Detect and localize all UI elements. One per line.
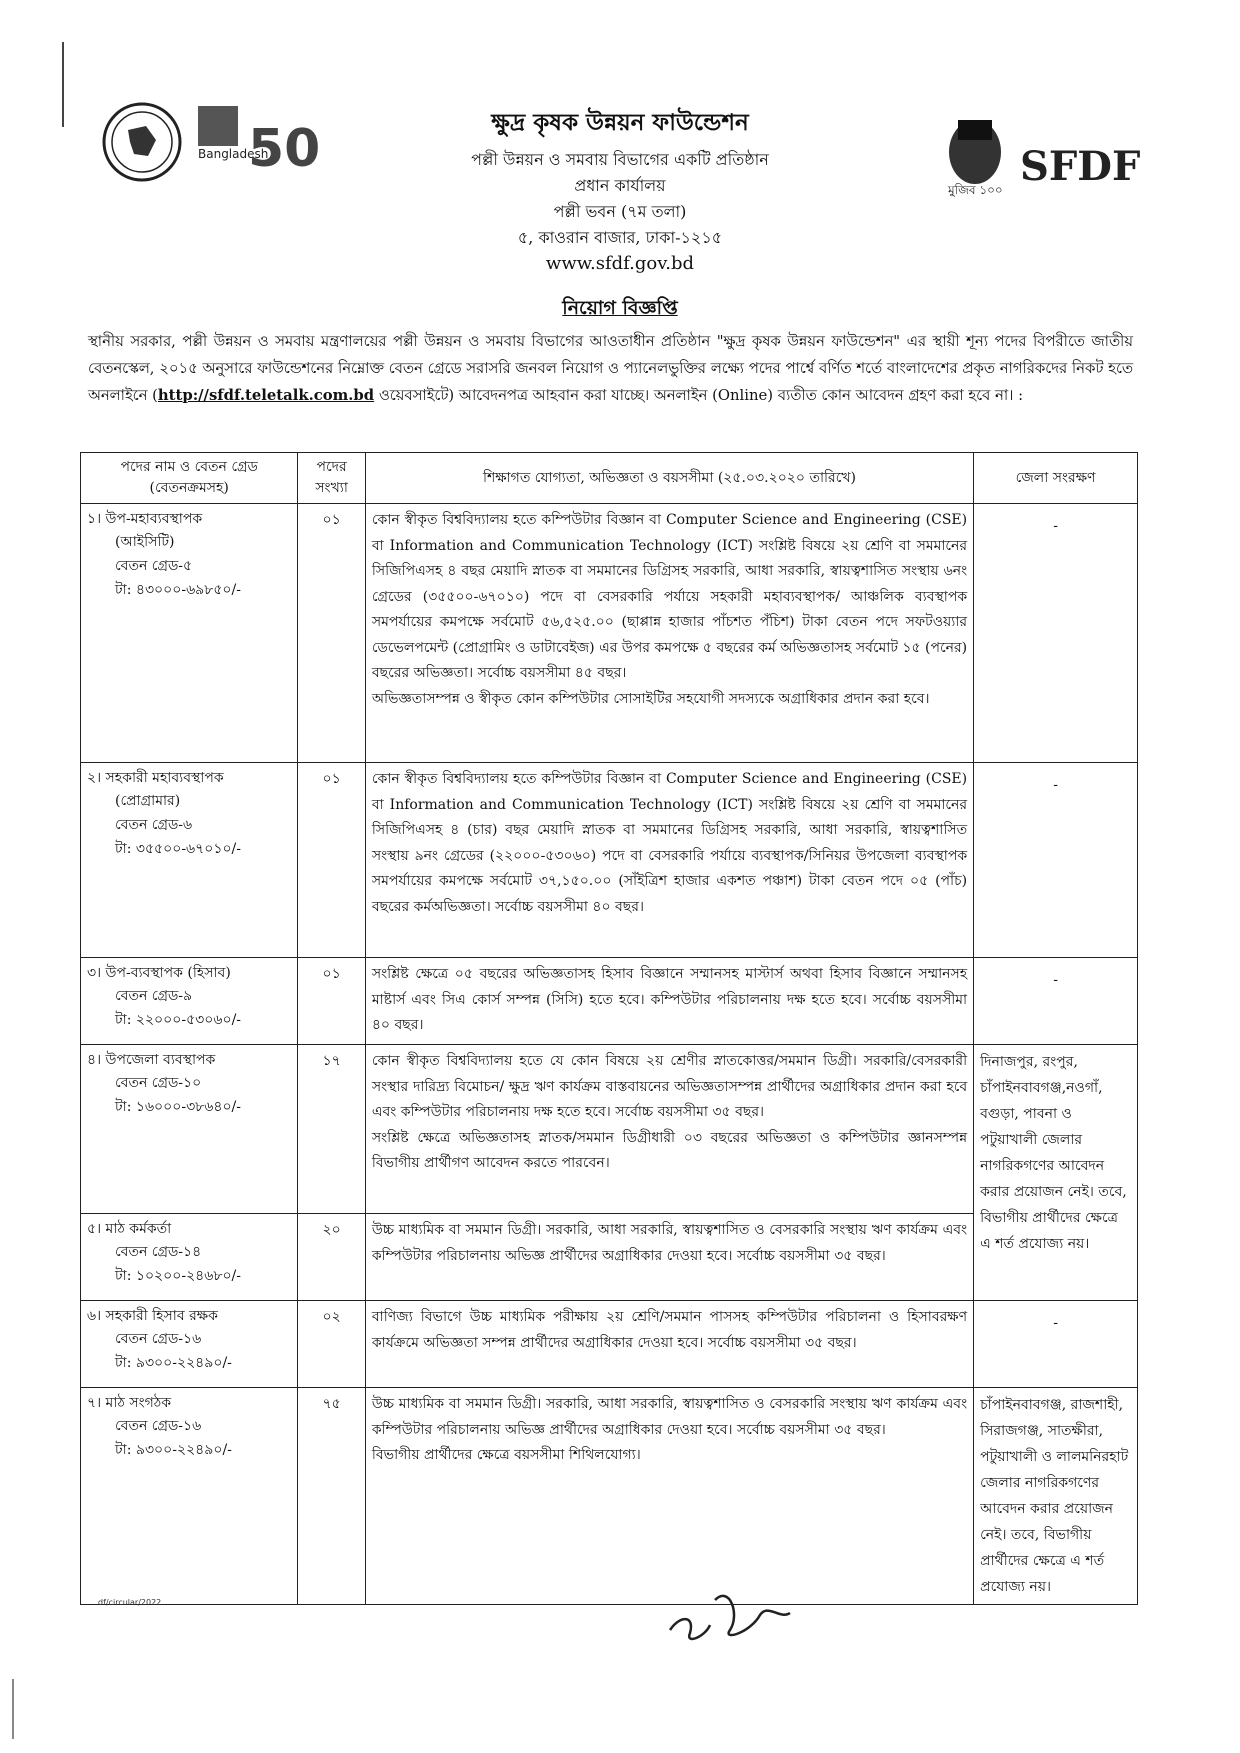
post-scale: টা: ৪৩০০০-৬৯৮৫০/- — [115, 582, 241, 598]
district-cell — [974, 1301, 1138, 1388]
qualification-cell — [365, 1388, 973, 1605]
district-text: - — [1053, 972, 1058, 988]
post-name: ৩। উপ-ব্যবস্থাপক (হিসাব) — [87, 965, 231, 981]
qualification-text: কোন স্বীকৃত বিশ্ববিদ্যালয় হতে কম্পিউটার বিজ্ঞান বা Computer Science and Engineering (CSE) বা Information and Communication Technology (ICT) সংশ্লিষ্ট বিষয়ে ২য় শ্রেণি বা সমমানের সিজিপিএসহ ৪ বছর মেয়াদি স্নাতক বা সমমানের ডিগ্রিসহ সরকারি, আধা সরকারি, স্বায়ত্বশাসিত সংস্থায় ৬নং গ্রেডের (৩৫৫০০-৬৭০১০) পদে বা বেসরকারি পর্যায়ে সহকারী মহাব্যবস্থাপক/ আঞ্চলিক ব্যবস্থাপক সমপর্যায়ের কমপক্ষে সর্বমোট ৫৬,৫২৫.০০ (ছাপ্পান্ন হাজার পাঁচশত পঁচিশ) টাকা বেতন পদে সফটওয়্যার ডেভেলপমেন্ট (প্রোগ্রামিং ও ডাটাবেইজ) এর উপর কমপক্ষে ৫ বছরের কর্ম অভিজ্ঞতাসহ সর্বমোট ১৫ (পনের) বছরের অভিজ্ঞতা। সর্বোচ্চ বয়সসীমা ৪৫ বছর। — [371, 512, 968, 681]
header-qualification: শিক্ষাগত যোগ্যতা, অভিজ্ঞতা ও বয়সসীমা (২৫.০৩.২০২০ তারিখে) — [365, 453, 973, 504]
qualification-text: উচ্চ মাধ্যমিক বা সমমান ডিগ্রী। সরকারি, আধা সরকারি, স্বায়ত্বশাসিত ও বেসরকারি সংস্থায় ঋণ কার্যক্রম এবং কম্পিউটার পরিচালনায় অভিজ্ঞ প্রার্থীদের অগ্রাধিকার দেওয়া হবে। সর্বোচ্চ বয়সসীমা ৩৫ বছর। — [371, 1396, 968, 1438]
district-cell — [974, 1388, 1138, 1605]
post-cell — [81, 1045, 298, 1214]
header-count: পদের সংখ্যা — [298, 453, 365, 504]
address: ৫, কাওরান বাজার, ঢাকা-১২১৫ — [517, 228, 723, 247]
post-name: ৫। মাঠ কর্মকর্তা — [87, 1221, 172, 1237]
bangladesh-logo-text: Bangladesh — [198, 147, 269, 161]
qualification-cell — [365, 1214, 973, 1301]
government-seal-logo — [98, 96, 321, 188]
qualification-text: উচ্চ মাধ্যমিক বা সমমান ডিগ্রী। সরকারি, আধা সরকারি, স্বায়ত্বশাসিত ও বেসরকারি সংস্থায় ঋণ কার্যক্রম এবং কম্পিউটার পরিচালনায় অভিজ্ঞ প্রার্থীদের অগ্রাধিকার দেওয়া হবে। সর্বোচ্চ বয়সসীমা ৩৫ বছর। — [371, 1222, 968, 1264]
post-sub: (আইসিটি) — [115, 534, 175, 550]
post-name: ৪। উপজেলা ব্যবস্থাপক — [87, 1052, 216, 1068]
post-grade: বেতন গ্রেড-৬ — [115, 817, 193, 833]
intro-paragraph — [88, 328, 1133, 409]
table-row — [81, 763, 1138, 958]
building-name: পল্লী ভবন (৭ম তলা) — [553, 202, 687, 221]
post-cell — [81, 504, 298, 763]
district-text: - — [1053, 777, 1058, 793]
district-cell — [974, 1045, 1138, 1301]
district-cell — [974, 763, 1138, 958]
sfdf-mujib-logo — [930, 110, 1141, 200]
post-cell — [81, 1214, 298, 1301]
org-name: ক্ষুদ্র কৃষক উন্নয়ন ফাউন্ডেশন — [491, 109, 749, 136]
district-text: চাঁপাইনবাবগঞ্জ, রাজশাহী, সিরাজগঞ্জ, সাতক্ষীরা, পটুয়াখালী ও লালমনিরহাট জেলার নাগরিকগণের আবেদন করার প্রয়োজন নেই। তবে, বিভাগীয় প্রার্থীদের ক্ষেত্রে এ শর্ত প্রযোজ্য নয়। — [980, 1397, 1129, 1595]
post-cell — [81, 1301, 298, 1388]
qualification-note: অভিজ্ঞতাসম্পন্ন ও স্বীকৃত কোন কম্পিউটার সোসাইটির সহযোগী সদস্যকে অগ্রাধিকার প্রদান করা হবে। — [371, 690, 930, 707]
header-district: জেলা সংরক্ষণ — [974, 453, 1138, 504]
post-count: ০১ — [298, 504, 365, 763]
post-grade: বেতন গ্রেড-৫ — [115, 558, 193, 574]
post-grade: বেতন গ্রেড-১৪ — [115, 1244, 202, 1260]
district-text: - — [1053, 1315, 1058, 1331]
table-row — [81, 1388, 1138, 1605]
post-name: ৭। মাঠ সংগঠক — [87, 1395, 172, 1411]
table-header-row — [81, 453, 1138, 504]
notice-title: নিয়োগ বিজ্ঞপ্তি — [562, 297, 678, 319]
qualification-text: কোন স্বীকৃত বিশ্ববিদ্যালয় হতে যে কোন বিষয়ে ২য় শ্রেণীর স্নাতকোত্তর/সমমান ডিগ্রী। সরকারি/বেসরকারী সংস্থার দারিদ্র্য বিমোচন/ ক্ষুদ্র ঋণ কার্যক্রম বাস্তবায়নের অভিজ্ঞতাসম্পন্ন প্রার্থীদের অগ্রাধিকার প্রদান করা হবে এবং কম্পিউটার পরিচালনায় দক্ষ হতে হবে। সর্বোচ্চ বয়সসীমা ৩৫ বছর। — [371, 1053, 968, 1120]
qualification-note: বিভাগীয় প্রার্থীদের ক্ষেত্রে বয়সসীমা শিথিলযোগ্য। — [371, 1447, 641, 1463]
post-cell — [81, 958, 298, 1045]
post-count: ২০ — [298, 1214, 365, 1301]
post-scale: টা: ৩৫৫০০-৬৭০১০/- — [115, 841, 242, 857]
district-cell — [974, 958, 1138, 1045]
post-grade: বেতন গ্রেড-১০ — [115, 1075, 202, 1091]
qualification-text: কোন স্বীকৃত বিশ্ববিদ্যালয় হতে কম্পিউটার বিজ্ঞান বা Computer Science and Engineering (CSE) বা Information and Communication Technology (ICT) সংশ্লিষ্ট বিষয়ে ২য় শ্রেণি বা সমমানের সিজিপিএসহ ৪ (চার) বছর মেয়াদি স্নাতক বা সমমানের ডিগ্রিসহ সরকারি, আধা সরকারি, স্বায়ত্বশাসিত সংস্থায় ৯নং গ্রেডের (২২০০০-৫৩০৬০) পদে বা বেসরকারি পর্যায়ে ব্যবস্থাপক/সিনিয়র উপজেলা ব্যবস্থাপক সমপর্যায়ের কমপক্ষে সর্বমোট ৩৭,১৫০.০০ (সাঁইত্রিশ হাজার একশত পঞ্চাশ) টাকা বেতন পদে ০৫ (পাঁচ) বছরের কর্মঅভিজ্ঞতা। সর্বোচ্চ বয়সসীমা ৪০ বছর। — [371, 771, 968, 915]
district-text: - — [1053, 518, 1058, 534]
post-name: ১। উপ-মহাব্যবস্থাপক — [87, 511, 203, 527]
table-row — [81, 504, 1138, 763]
qualification-text: সংশ্লিষ্ট ক্ষেত্রে ০৫ বছরের অভিজ্ঞতাসহ হিসাব বিজ্ঞানে সম্মানসহ মাস্টার্স অথবা হিসাব বিজ্ঞানে সম্মানসহ মাষ্টার্স এবং সিএ কোর্স সম্পন্ন (সিসি) হতে হবে। কম্পিউটার পরিচালনায় দক্ষ হতে হবে। সর্বোচ্চ বয়সসীমা ৪০ বছর। — [371, 966, 968, 1033]
qualification-note: সংশ্লিষ্ট ক্ষেত্রে অভিজ্ঞতাসহ স্নাতক/সমমান ডিগ্রীধারী ০৩ বছরের অভিজ্ঞতা ও কম্পিউটার জ্ঞানসম্পন্ন বিভাগীয় প্রার্থীগণ আবেদন করতে পারবেন। — [371, 1129, 968, 1171]
post-count: ১৭ — [298, 1045, 365, 1214]
post-cell — [81, 1388, 298, 1605]
qualification-cell — [365, 1301, 973, 1388]
sfdf-logo-text: SFDF — [1020, 143, 1141, 190]
fifty-logo-number: 50 — [248, 119, 321, 179]
table-row — [81, 1301, 1138, 1388]
posts-table — [80, 452, 1138, 1605]
district-text: দিনাজপুর, রংপুর, চাঁপাইনবাবগঞ্জ,নওগাঁ, বগুড়া, পাবনা ও পটুয়াখালী জেলার নাগরিকগণের আবেদন করার প্রয়োজন নেই। তবে, বিভাগীয় প্রার্থীদের ক্ষেত্রে এ শর্ত প্রযোজ্য নয়। — [980, 1054, 1127, 1252]
post-grade: বেতন গ্রেড-১৬ — [115, 1331, 202, 1347]
document-code: df/circular/2022 — [98, 1598, 162, 1607]
qualification-cell — [365, 504, 973, 763]
post-grade: বেতন গ্রেড-৯ — [115, 988, 193, 1004]
post-sub: (প্রোগ্রামার) — [115, 793, 181, 809]
qualification-cell — [365, 958, 973, 1045]
qualification-text: বাণিজ্য বিভাগে উচ্চ মাধ্যমিক পরীক্ষায় ২য় শ্রেণি/সমমান পাসসহ কম্পিউটার পরিচালনা ও হিসাবরক্ষণ কার্যক্রমে অভিজ্ঞতা সম্পন্ন প্রার্থীদের অগ্রাধিকার দেওয়া হবে। সর্বোচ্চ বয়সসীমা ৩৫ বছর। — [371, 1309, 968, 1351]
post-count: ০১ — [298, 763, 365, 958]
website[interactable]: www.sfdf.gov.bd — [545, 253, 695, 274]
qualification-cell — [365, 763, 973, 958]
post-count: ৭৫ — [298, 1388, 365, 1605]
post-name: ২। সহকারী মহাব্যবস্থাপক — [87, 770, 224, 786]
table-row — [81, 958, 1138, 1045]
intro-text: স্থানীয় সরকার, পল্লী উন্নয়ন ও সমবায় মন্ত্রণালয়ের পল্লী উন্নয়ন ও সমবায় বিভাগের আওতাধীন প্রতিষ্ঠান "ক্ষুদ্র কৃষক উন্নয়ন ফাউন্ডেশন" এর স্থায়ী শূন্য পদের বিপরীতে জাতীয় বেতনস্কেল, ২০১৫ অনুসারে ফাউন্ডেশনের নিম্নোক্ত বেতন গ্রেডে সরাসরি জনবল নিয়োগ ও প্যানেলভুক্তির লক্ষ্যে পদের পার্শ্বে বর্ণিত শর্তে বাংলাদেশের প্রকৃত নাগরিকদের নিকট হতে অনলাইনে ( — [88, 333, 1133, 404]
signature-mark — [660, 1575, 810, 1655]
intro-text-after: ওয়েবসাইটে) আবেদনপত্র আহবান করা যাচ্ছে। অনলাইন (Online) ব্যতীত কোন আবেদন গ্রহণ করা হবে না। : — [374, 387, 1024, 404]
header-post: পদের নাম ও বেতন গ্রেড (বেতনক্রমসহ) — [81, 453, 298, 504]
scan-corner-mark — [12, 1679, 14, 1739]
post-scale: টা: ২২০০০-৫৩০৬০/- — [115, 1012, 242, 1028]
letterhead — [300, 104, 940, 274]
district-cell — [974, 504, 1138, 763]
post-scale: টা: ১০২০০-২৪৬৮০/- — [115, 1268, 242, 1284]
post-name: ৬। সহকারী হিসাব রক্ষক — [87, 1308, 218, 1324]
mujib-100-text: মুজিব ১০০ — [948, 183, 1003, 197]
office-name: প্রধান কার্যালয় — [574, 176, 666, 195]
post-cell — [81, 763, 298, 958]
table-row — [81, 1045, 1138, 1214]
qualification-cell — [365, 1045, 973, 1214]
post-scale: টা: ৯৩০০-২২৪৯০/- — [115, 1355, 232, 1371]
post-scale: টা: ৯৩০০-২২৪৯০/- — [115, 1442, 232, 1458]
scan-artifact-line — [62, 42, 64, 127]
post-scale: টা: ১৬০০০-৩৮৬৪০/- — [115, 1099, 242, 1115]
parent-division: পল্লী উন্নয়ন ও সমবায় বিভাগের একটি প্রতিষ্ঠান — [471, 150, 769, 169]
post-count: ০১ — [298, 958, 365, 1045]
post-grade: বেতন গ্রেড-১৬ — [115, 1418, 202, 1434]
post-count: ০২ — [298, 1301, 365, 1388]
apply-link[interactable]: http://sfdf.teletalk.com.bd — [157, 387, 375, 404]
